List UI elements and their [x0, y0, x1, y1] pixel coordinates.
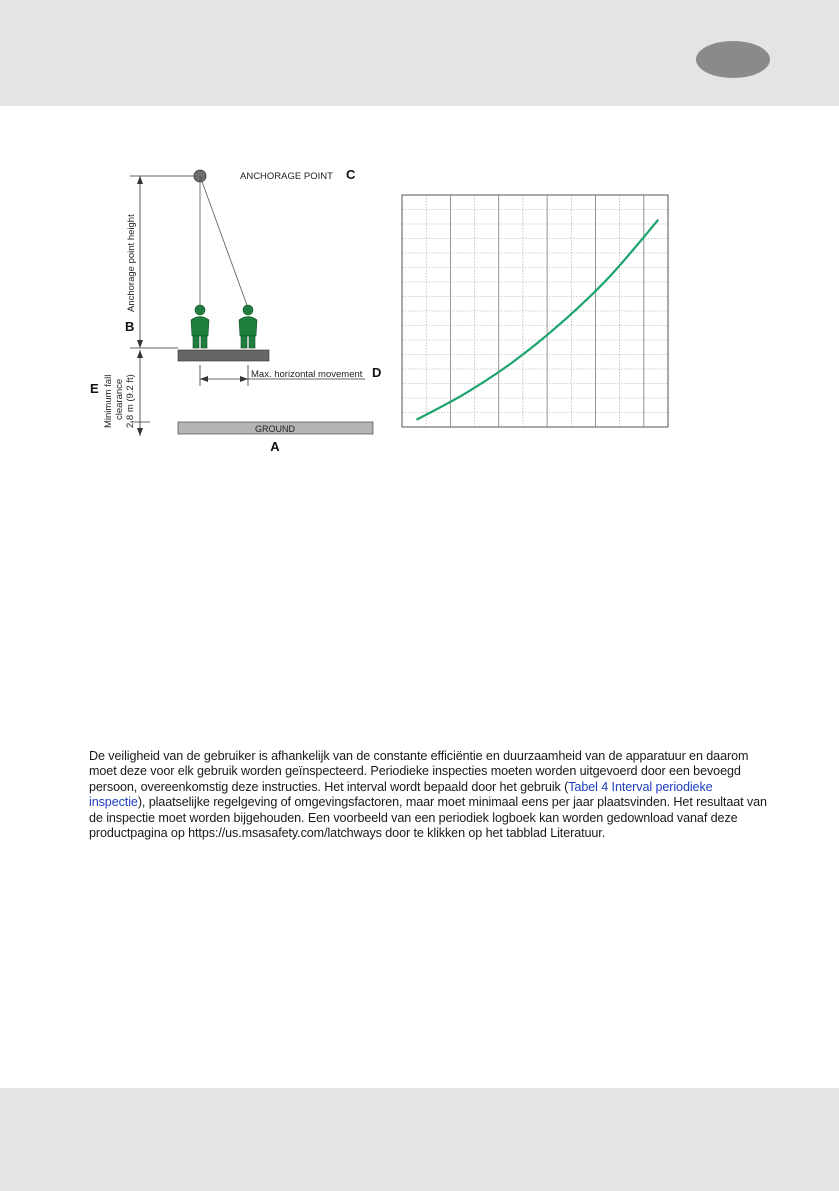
- letter-c-label: C: [346, 167, 356, 182]
- arrow-down-icon: [137, 428, 143, 436]
- clearance-curve-chart: [395, 190, 675, 430]
- anchorage-height-label: Anchorage point height: [126, 214, 137, 312]
- page-badge: [696, 41, 770, 78]
- arrow-up-icon: [137, 350, 143, 358]
- arrow-left-icon: [200, 376, 208, 382]
- arrow-right-icon: [240, 376, 248, 382]
- series-line-curve: [417, 220, 659, 420]
- platform: [178, 350, 269, 361]
- lanyard-diagonal: [200, 176, 248, 308]
- clearance-label-line2: clearance: [114, 378, 125, 420]
- arrow-down-icon: [137, 340, 143, 348]
- letter-a-label: A: [270, 439, 280, 454]
- clearance-label-line1: Minimum fall: [103, 374, 114, 428]
- ground-label: GROUND: [255, 424, 295, 434]
- worker-figure-icon: [191, 305, 209, 348]
- worker-figure-icon: [239, 305, 257, 348]
- paragraph-text-part2: ), plaatselijke regelgeving of omgevingsfactoren, maar moet minimaal eens per jaar plaatsvinden. Het resultaat van de inspectie moet worden bijgehouden. Een voorbeeld van een periodiek logboek kan worden gedownload vanaf deze productpagina op https://us.msasafety.com/latchways door te klikken op het tabblad Literatuur.: [89, 795, 767, 841]
- paragraph-text-part1: De veiligheid van de gebruiker is afhankelijk van de constante efficiëntie en duurzaamheid van de apparatuur en daarom moet deze voor elk gebruik worden geïnspecteerd. Periodieke inspecties moeten worden uitgevoerd door een bevoegd persoon, overeenkomstig deze instructies. Het interval wordt bepaald door het gebruik (: [89, 749, 749, 794]
- letter-e-label: E: [90, 381, 99, 396]
- fall-clearance-diagram: [90, 160, 390, 460]
- horizontal-movement-label: Max. horizontal movement: [251, 369, 363, 380]
- arrow-up-icon: [137, 176, 143, 184]
- page-footer-band: [0, 1088, 839, 1191]
- inspection-paragraph: [89, 749, 769, 841]
- clearance-label-line3: 2.8 m (9.2 ft): [125, 374, 136, 428]
- letter-b-label: B: [125, 319, 135, 334]
- letter-d-label: D: [372, 365, 382, 380]
- anchorage-point-label: ANCHORAGE POINT: [240, 171, 333, 182]
- inspection-interval-link[interactable]: Tabel 4 Interval periodieke inspectie: [89, 779, 713, 810]
